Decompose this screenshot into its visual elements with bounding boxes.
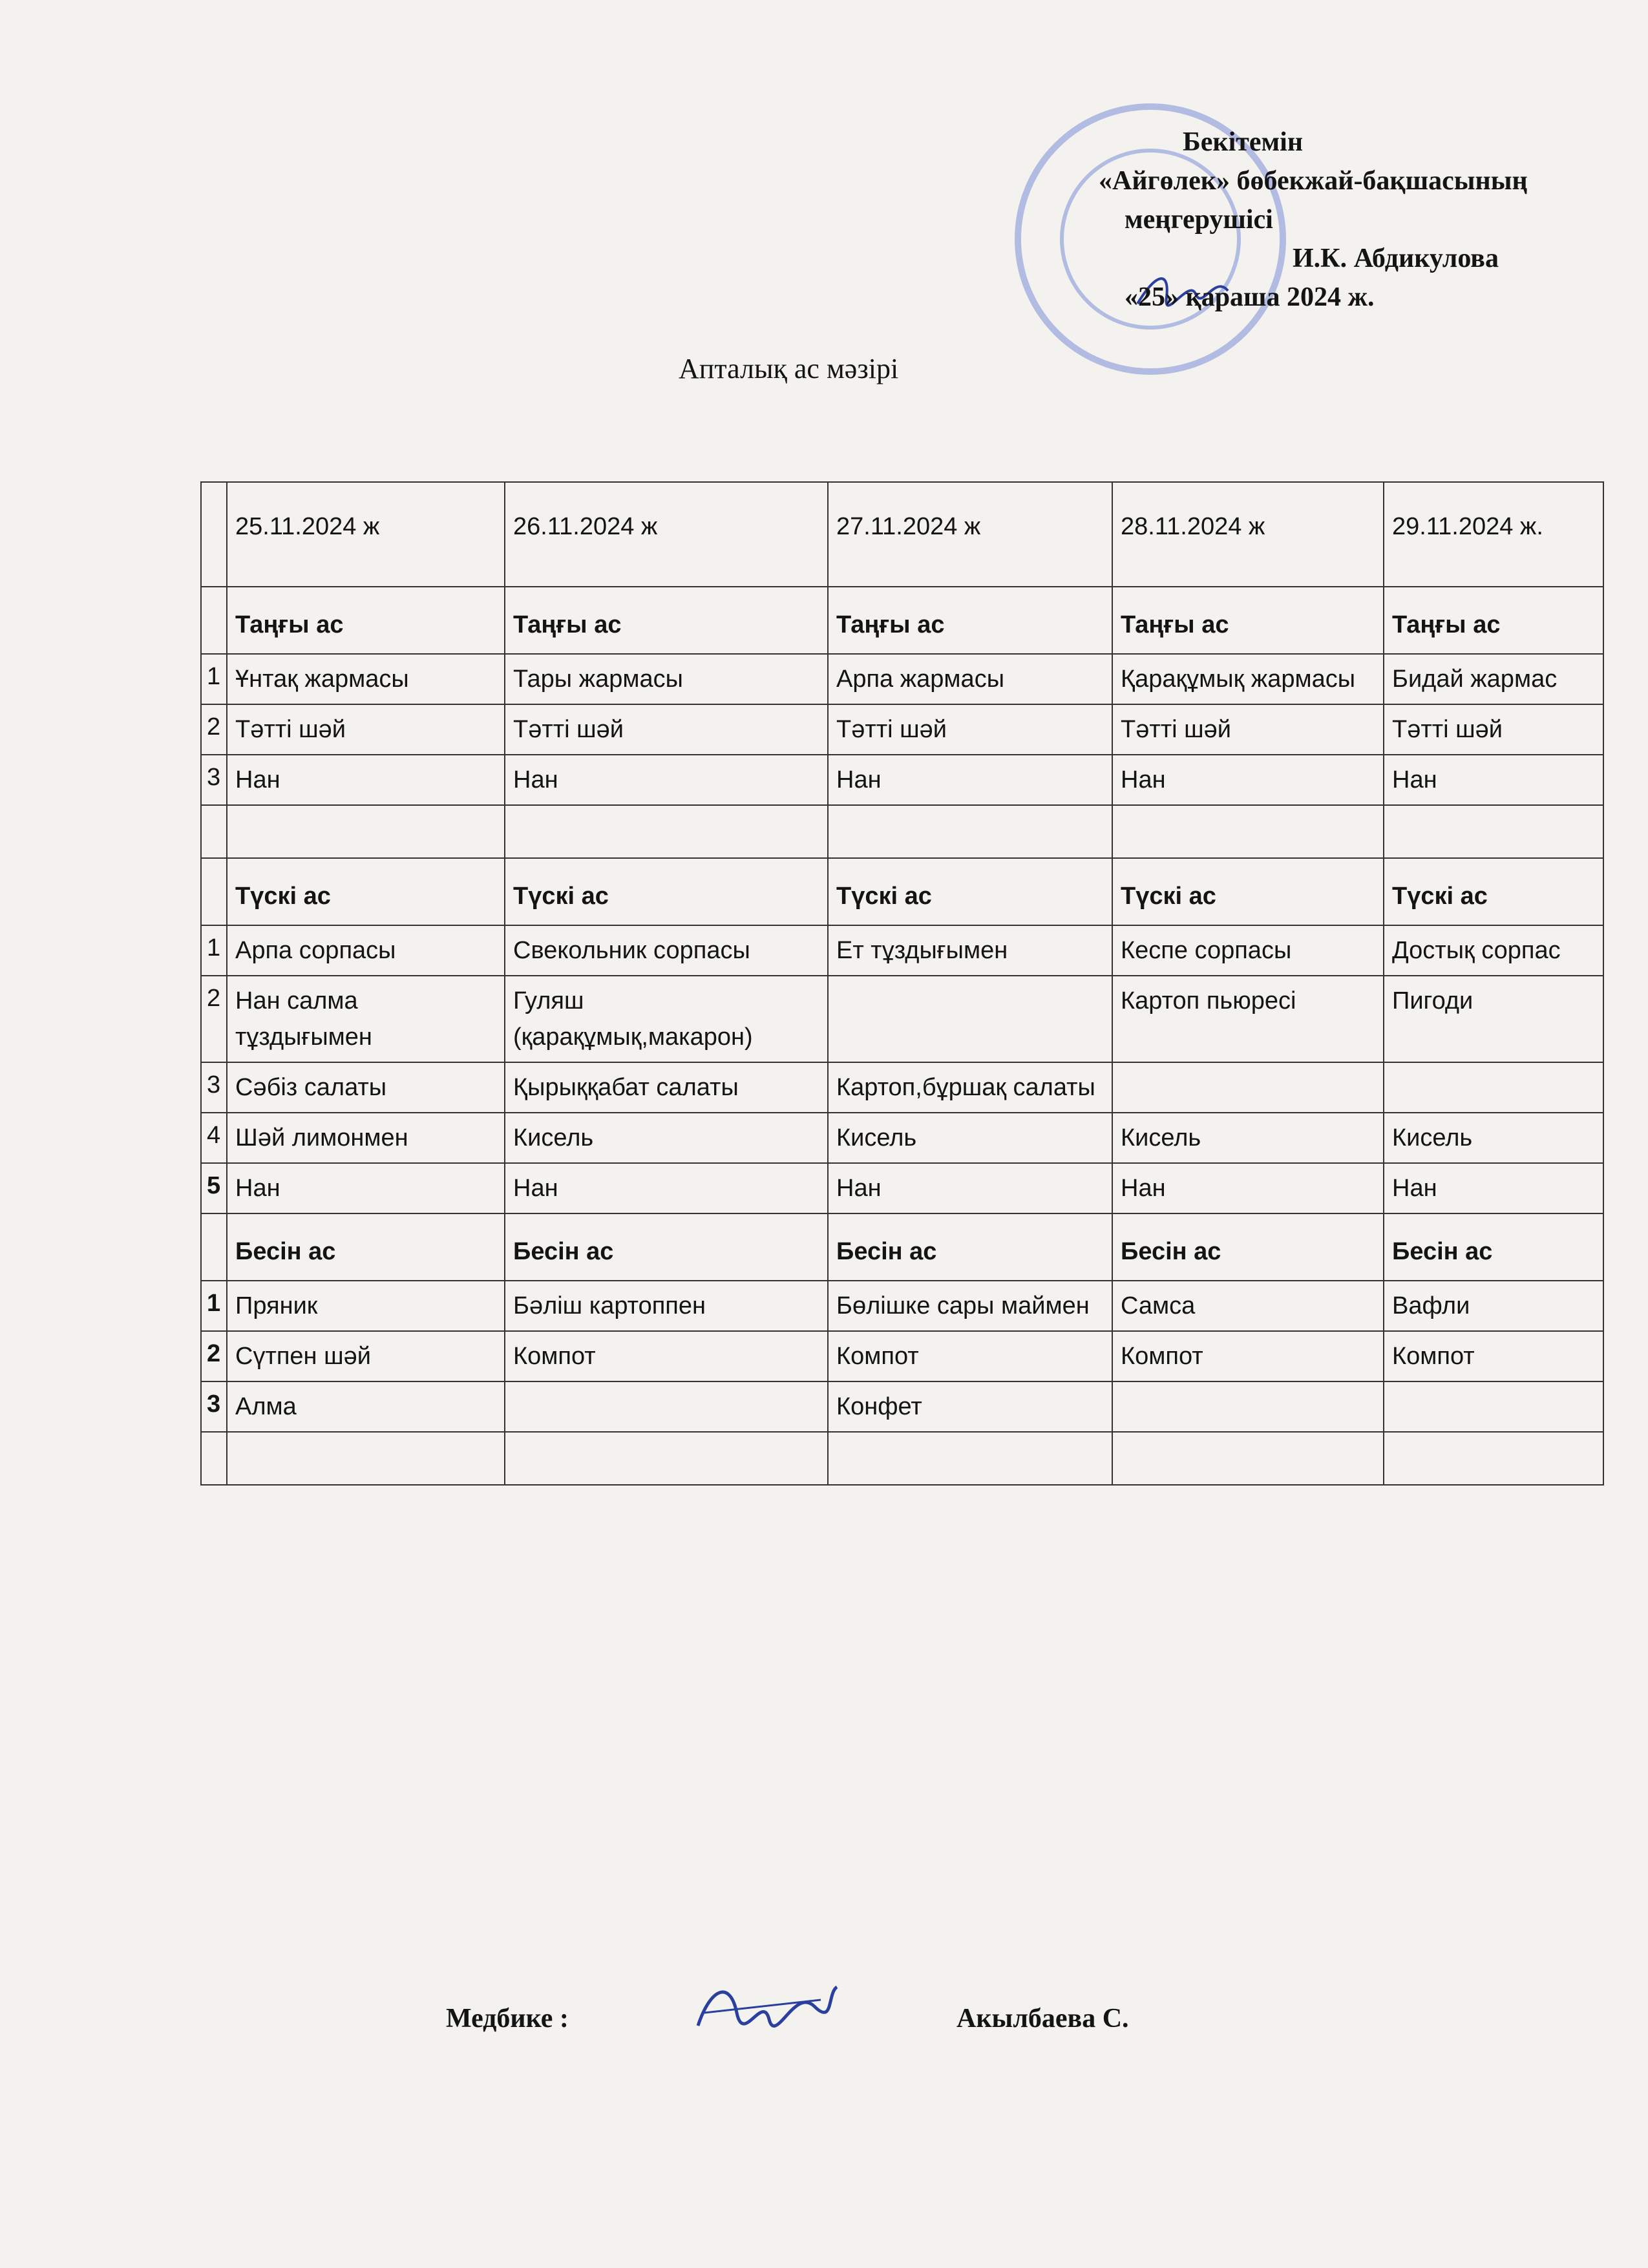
menu-cell: Компот xyxy=(828,1331,1112,1381)
empty-cell xyxy=(828,1432,1112,1485)
empty-cell xyxy=(1384,805,1603,858)
table-row xyxy=(201,704,1603,755)
table-row xyxy=(201,1062,1603,1113)
empty-cell xyxy=(227,1432,505,1485)
empty-cell xyxy=(505,1432,828,1485)
menu-cell: Достық сорпас xyxy=(1384,925,1603,976)
blank-row xyxy=(201,805,1603,858)
menu-cell: Тәтті шәй xyxy=(1112,704,1384,755)
menu-cell: Ет тұздығымен xyxy=(828,925,1112,976)
empty-cell xyxy=(1384,1432,1603,1485)
approval-line-3: меңгерушісі xyxy=(1125,205,1273,235)
menu-cell xyxy=(828,976,1112,1062)
menu-cell: Кисель xyxy=(828,1113,1112,1163)
date-cell: 28.11.2024 ж xyxy=(1112,482,1384,587)
row-number: 1 xyxy=(201,654,227,704)
date-row xyxy=(201,482,1603,587)
menu-cell: Алма xyxy=(227,1381,505,1432)
menu-cell: Тәтті шәй xyxy=(505,704,828,755)
menu-cell: Қырыққабат салаты xyxy=(505,1062,828,1113)
empty-cell xyxy=(1112,805,1384,858)
menu-cell: Нан xyxy=(1112,1163,1384,1213)
empty-cell xyxy=(201,482,227,587)
approval-block xyxy=(1099,123,1616,317)
menu-cell: Нан xyxy=(828,1163,1112,1213)
row-number: 2 xyxy=(201,704,227,755)
menu-cell: Нан xyxy=(227,1163,505,1213)
menu-cell: Гуляш (қарақұмық,макарон) xyxy=(505,976,828,1062)
meal-heading: Бесін ас xyxy=(1384,1213,1603,1281)
menu-cell: Бәліш картоппен xyxy=(505,1281,828,1331)
table-row xyxy=(201,925,1603,976)
meal-heading: Түскі ас xyxy=(1112,858,1384,925)
menu-cell: Нан xyxy=(1384,755,1603,805)
menu-cell: Нан xyxy=(828,755,1112,805)
empty-cell xyxy=(201,587,227,654)
meal-heading: Таңғы ас xyxy=(1112,587,1384,654)
menu-cell: Нан xyxy=(505,755,828,805)
meal-heading: Бесін ас xyxy=(505,1213,828,1281)
menu-cell: Компот xyxy=(1384,1331,1603,1381)
meal-heading: Бесін ас xyxy=(1112,1213,1384,1281)
table-row xyxy=(201,1381,1603,1432)
menu-cell: Пигоди xyxy=(1384,976,1603,1062)
menu-cell: Нан xyxy=(1112,755,1384,805)
row-number: 1 xyxy=(201,925,227,976)
empty-cell xyxy=(227,805,505,858)
menu-cell: Бидай жармас xyxy=(1384,654,1603,704)
blank-row xyxy=(201,1432,1603,1485)
meal-heading: Таңғы ас xyxy=(505,587,828,654)
row-number: 3 xyxy=(201,755,227,805)
menu-cell: Нан xyxy=(1384,1163,1603,1213)
row-number: 3 xyxy=(201,1381,227,1432)
menu-cell: Арпа жармасы xyxy=(828,654,1112,704)
menu-cell: Сүтпен шәй xyxy=(227,1331,505,1381)
menu-cell: Компот xyxy=(1112,1331,1384,1381)
approval-line-4: И.К. Абдикулова xyxy=(1293,244,1499,273)
date-cell: 27.11.2024 ж xyxy=(828,482,1112,587)
menu-cell: Нан xyxy=(227,755,505,805)
menu-cell: Бөлішке сары маймен xyxy=(828,1281,1112,1331)
table-row xyxy=(201,976,1603,1062)
meal-heading: Түскі ас xyxy=(505,858,828,925)
snack-heading-row xyxy=(201,1213,1603,1281)
menu-cell: Компот xyxy=(505,1331,828,1381)
meal-heading: Таңғы ас xyxy=(828,587,1112,654)
date-cell: 29.11.2024 ж. xyxy=(1384,482,1603,587)
menu-cell xyxy=(1112,1381,1384,1432)
menu-cell: Кисель xyxy=(1384,1113,1603,1163)
row-number: 3 xyxy=(201,1062,227,1113)
menu-cell: Нан салма тұздығымен xyxy=(227,976,505,1062)
approval-line-2: «Айгөлек» бөбекжай-бақшасының xyxy=(1099,166,1528,196)
nurse-label: Медбике : xyxy=(446,2004,569,2033)
menu-cell: Тәтті шәй xyxy=(1384,704,1603,755)
empty-cell xyxy=(201,858,227,925)
menu-cell: Сәбіз салаты xyxy=(227,1062,505,1113)
menu-cell: Конфет xyxy=(828,1381,1112,1432)
meal-heading: Түскі ас xyxy=(1384,858,1603,925)
empty-cell xyxy=(201,805,227,858)
meal-heading: Түскі ас xyxy=(227,858,505,925)
menu-cell: Қарақұмық жармасы xyxy=(1112,654,1384,704)
nurse-signature xyxy=(692,1974,840,2039)
menu-cell: Шәй лимонмен xyxy=(227,1113,505,1163)
table-row xyxy=(201,1331,1603,1381)
menu-cell: Картоп пьюресі xyxy=(1112,976,1384,1062)
date-cell: 26.11.2024 ж xyxy=(505,482,828,587)
menu-cell: Нан xyxy=(505,1163,828,1213)
menu-cell: Пряник xyxy=(227,1281,505,1331)
page-title: Апталық ас мәзірі xyxy=(679,353,899,384)
row-number: 2 xyxy=(201,1331,227,1381)
menu-cell: Самса xyxy=(1112,1281,1384,1331)
row-number: 1 xyxy=(201,1281,227,1331)
row-number: 5 xyxy=(201,1163,227,1213)
menu-cell: Кисель xyxy=(1112,1113,1384,1163)
approval-line-1: Бекітемін xyxy=(1183,127,1304,157)
menu-cell: Кисель xyxy=(505,1113,828,1163)
menu-cell xyxy=(1112,1062,1384,1113)
menu-cell xyxy=(505,1381,828,1432)
menu-cell: Вафли xyxy=(1384,1281,1603,1331)
table-row xyxy=(201,755,1603,805)
menu-cell: Картоп,бұршақ салаты xyxy=(828,1062,1112,1113)
empty-cell xyxy=(201,1432,227,1485)
empty-cell xyxy=(1112,1432,1384,1485)
table-row xyxy=(201,1163,1603,1213)
menu-cell: Свекольник сорпасы xyxy=(505,925,828,976)
empty-cell xyxy=(505,805,828,858)
lunch-heading-row xyxy=(201,858,1603,925)
table-row xyxy=(201,1281,1603,1331)
row-number: 4 xyxy=(201,1113,227,1163)
table-row xyxy=(201,654,1603,704)
empty-cell xyxy=(828,805,1112,858)
meal-heading: Таңғы ас xyxy=(1384,587,1603,654)
menu-cell xyxy=(1384,1381,1603,1432)
menu-cell: Тәтті шәй xyxy=(227,704,505,755)
table-row xyxy=(201,1113,1603,1163)
row-number: 2 xyxy=(201,976,227,1062)
menu-cell: Ұнтақ жармасы xyxy=(227,654,505,704)
menu-cell xyxy=(1384,1062,1603,1113)
meal-heading: Бесін ас xyxy=(227,1213,505,1281)
date-cell: 25.11.2024 ж xyxy=(227,482,505,587)
meal-heading: Бесін ас xyxy=(828,1213,1112,1281)
empty-cell xyxy=(201,1213,227,1281)
menu-cell: Кеспе сорпасы xyxy=(1112,925,1384,976)
meal-heading: Түскі ас xyxy=(828,858,1112,925)
menu-cell: Арпа сорпасы xyxy=(227,925,505,976)
menu-table xyxy=(200,481,1604,1486)
menu-cell: Тәтті шәй xyxy=(828,704,1112,755)
menu-cell: Тары жармасы xyxy=(505,654,828,704)
nurse-name: Акылбаева С. xyxy=(956,2004,1129,2033)
meal-heading: Таңғы ас xyxy=(227,587,505,654)
approval-line-5: «25» қараша 2024 ж. xyxy=(1125,282,1375,312)
breakfast-heading-row xyxy=(201,587,1603,654)
